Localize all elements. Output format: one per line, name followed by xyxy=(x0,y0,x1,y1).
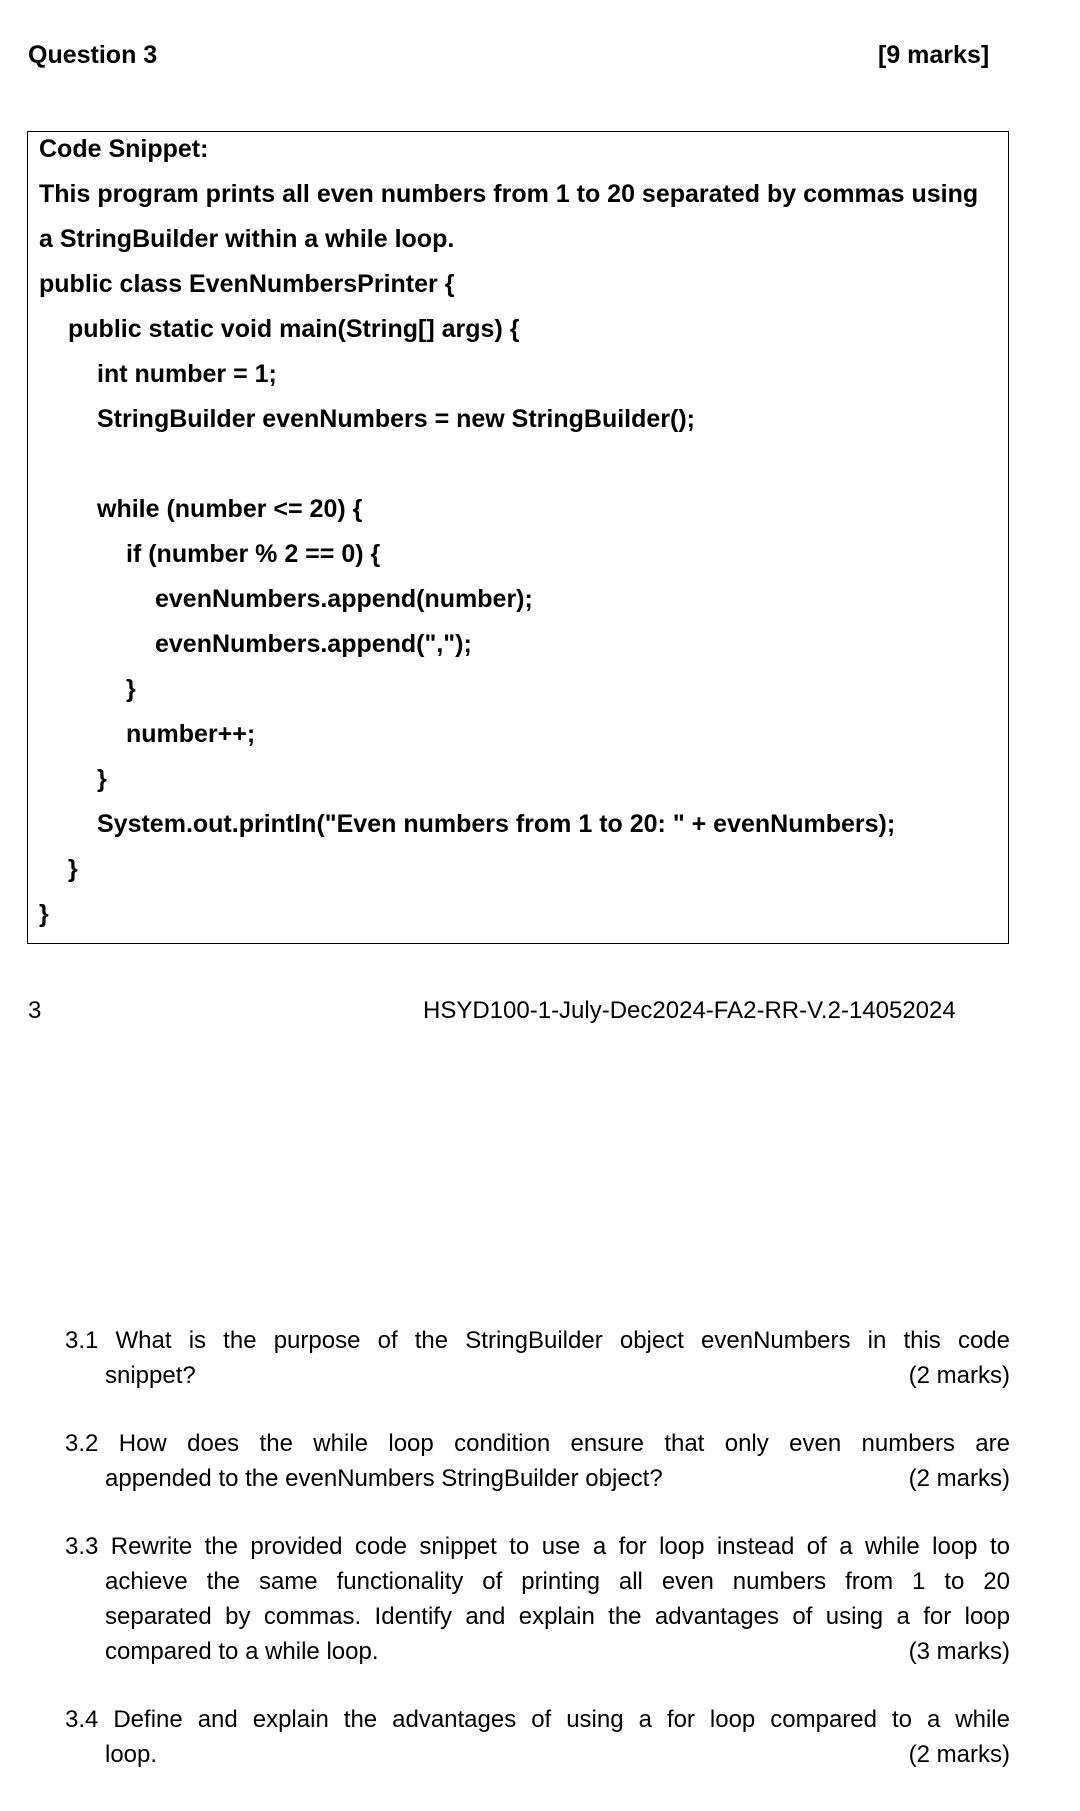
question-text-line: appended to the evenNumbers StringBuilder object? xyxy=(105,1465,663,1492)
code-line: public class EvenNumbersPrinter { xyxy=(39,270,455,298)
question-title: Question 3 xyxy=(28,41,158,69)
question-3-3 xyxy=(65,1529,1010,1669)
code-line: This program prints all even numbers from 1 to 20 separated by commas using xyxy=(39,180,979,208)
question-marks: (2 marks) xyxy=(908,1465,1010,1492)
question-text-line: snippet? xyxy=(105,1362,196,1389)
question-total-marks: [9 marks] xyxy=(878,41,990,69)
question-marks: (2 marks) xyxy=(908,1362,1010,1389)
question-marks: (2 marks) xyxy=(908,1741,1010,1768)
code-line: int number = 1; xyxy=(97,360,277,388)
question-3-2 xyxy=(65,1426,1010,1496)
code-line: a StringBuilder within a while loop. xyxy=(39,225,455,253)
code-line: } xyxy=(126,675,136,703)
code-line: if (number % 2 == 0) { xyxy=(126,540,381,568)
code-line: evenNumbers.append(","); xyxy=(155,630,472,658)
question-text-line: separated by commas. Identify and explain the advantages of using a for loop xyxy=(105,1603,1010,1630)
question-marks: (3 marks) xyxy=(908,1638,1010,1665)
code-line: number++; xyxy=(126,720,256,748)
question-3-4 xyxy=(65,1702,1010,1772)
code-line: System.out.println("Even numbers from 1 to 20: " + evenNumbers); xyxy=(97,810,896,838)
code-line: while (number <= 20) { xyxy=(97,495,363,523)
question-text-line: loop. xyxy=(105,1741,158,1768)
question-text-line: compared to a while loop. xyxy=(105,1638,379,1665)
code-line: } xyxy=(97,765,107,793)
question-text-line: 3.1 What is the purpose of the StringBuilder object evenNumbers in this code xyxy=(65,1327,1010,1354)
code-line: } xyxy=(39,900,49,928)
code-line: } xyxy=(68,855,78,883)
code-line: evenNumbers.append(number); xyxy=(155,585,533,613)
question-3-1 xyxy=(65,1323,1010,1393)
code-line: Code Snippet: xyxy=(39,135,209,163)
code-line: public static void main(String[] args) { xyxy=(68,315,520,343)
question-text-line: achieve the same functionality of printing all even numbers from 1 to 20 xyxy=(105,1568,1010,1595)
page-number: 3 xyxy=(28,997,42,1024)
code-snippet-box xyxy=(27,131,1009,944)
code-line: StringBuilder evenNumbers = new StringBuilder(); xyxy=(97,405,695,433)
question-text-line: 3.2 How does the while loop condition ensure that only even numbers are xyxy=(65,1430,1010,1457)
document-code: HSYD100-1-July-Dec2024-FA2-RR-V.2-14052024 xyxy=(423,997,956,1024)
question-text-line: 3.4 Define and explain the advantages of using a for loop compared to a while xyxy=(65,1706,1010,1733)
question-text-line: 3.3 Rewrite the provided code snippet to use a for loop instead of a while loop to xyxy=(65,1533,1010,1560)
